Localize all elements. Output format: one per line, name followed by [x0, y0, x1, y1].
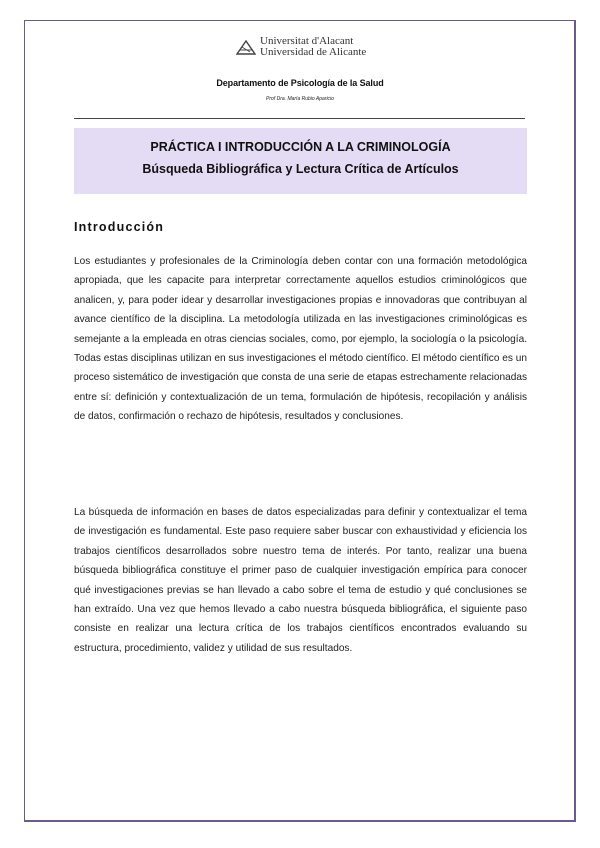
- document-subtitle: Búsqueda Bibliográfica y Lectura Crítica de Artículos: [142, 162, 459, 176]
- title-banner: [74, 128, 527, 194]
- document-title: PRÁCTICA I INTRODUCCIÓN A LA CRIMINOLOGÍA: [150, 140, 451, 154]
- university-name-spanish: Universidad de Alicante: [260, 46, 367, 58]
- section-heading: Introducción: [74, 220, 165, 234]
- body-paragraph: La búsqueda de información en bases de datos especializadas para definir y contextualizar el tema de investigación es fundamental. Este paso requiere saber buscar con exhaustividad y eficiencia los trabajos científicos desarrollados sobre nuestro tema de interés. Por tanto, realizar una buena búsqueda bibliográfica constituye el primer paso de cualquier investigación empírica para conocer qué investigaciones previas se han llevado a cabo sobre el tema de estudio y qué conclusiones se han extraído. Una vez que hemos llevado a cabo nuestra búsqueda bibliográfica, el siguiente paso consiste en realizar una lectura crítica de los trabajos científicos encontrados evaluando su estructura, procedimiento, validez y utilidad de sus resultados.: [74, 507, 527, 654]
- header-divider: [74, 118, 525, 119]
- university-name-valencian: Universitat d'Alacant: [260, 35, 354, 47]
- professor-name: Prof Dra. María Rubio Aparicio: [266, 96, 334, 102]
- university-logo: [236, 36, 366, 58]
- department-name: Departamento de Psicología de la Salud: [216, 78, 384, 88]
- university-logo-icon: [236, 38, 256, 56]
- body-paragraph: Los estudiantes y profesionales de la Criminología deben contar con una formación metodológica apropiada, que les capacite para interpretar correctamente aquellos estudios criminológicos que analicen, y, para poder idear y desarrollar investigaciones propias e innovadoras que contribuyan al avance científico de la disciplina. La metodología utilizada en las investigaciones criminológicas es semejante a la empleada en otras ciencias sociales, como, por ejemplo, la sociología o la psicología. Todas estas disciplinas utilizan en sus investigaciones el método científico. El método científico es un proceso sistemático de investigación que consta de una serie de etapas estrechamente relacionadas entre sí: definición y contextualización de un tema, formulación de hipótesis, recopilación y análisis de datos, confirmación o rechazo de hipótesis, resultados y conclusiones.: [74, 256, 527, 423]
